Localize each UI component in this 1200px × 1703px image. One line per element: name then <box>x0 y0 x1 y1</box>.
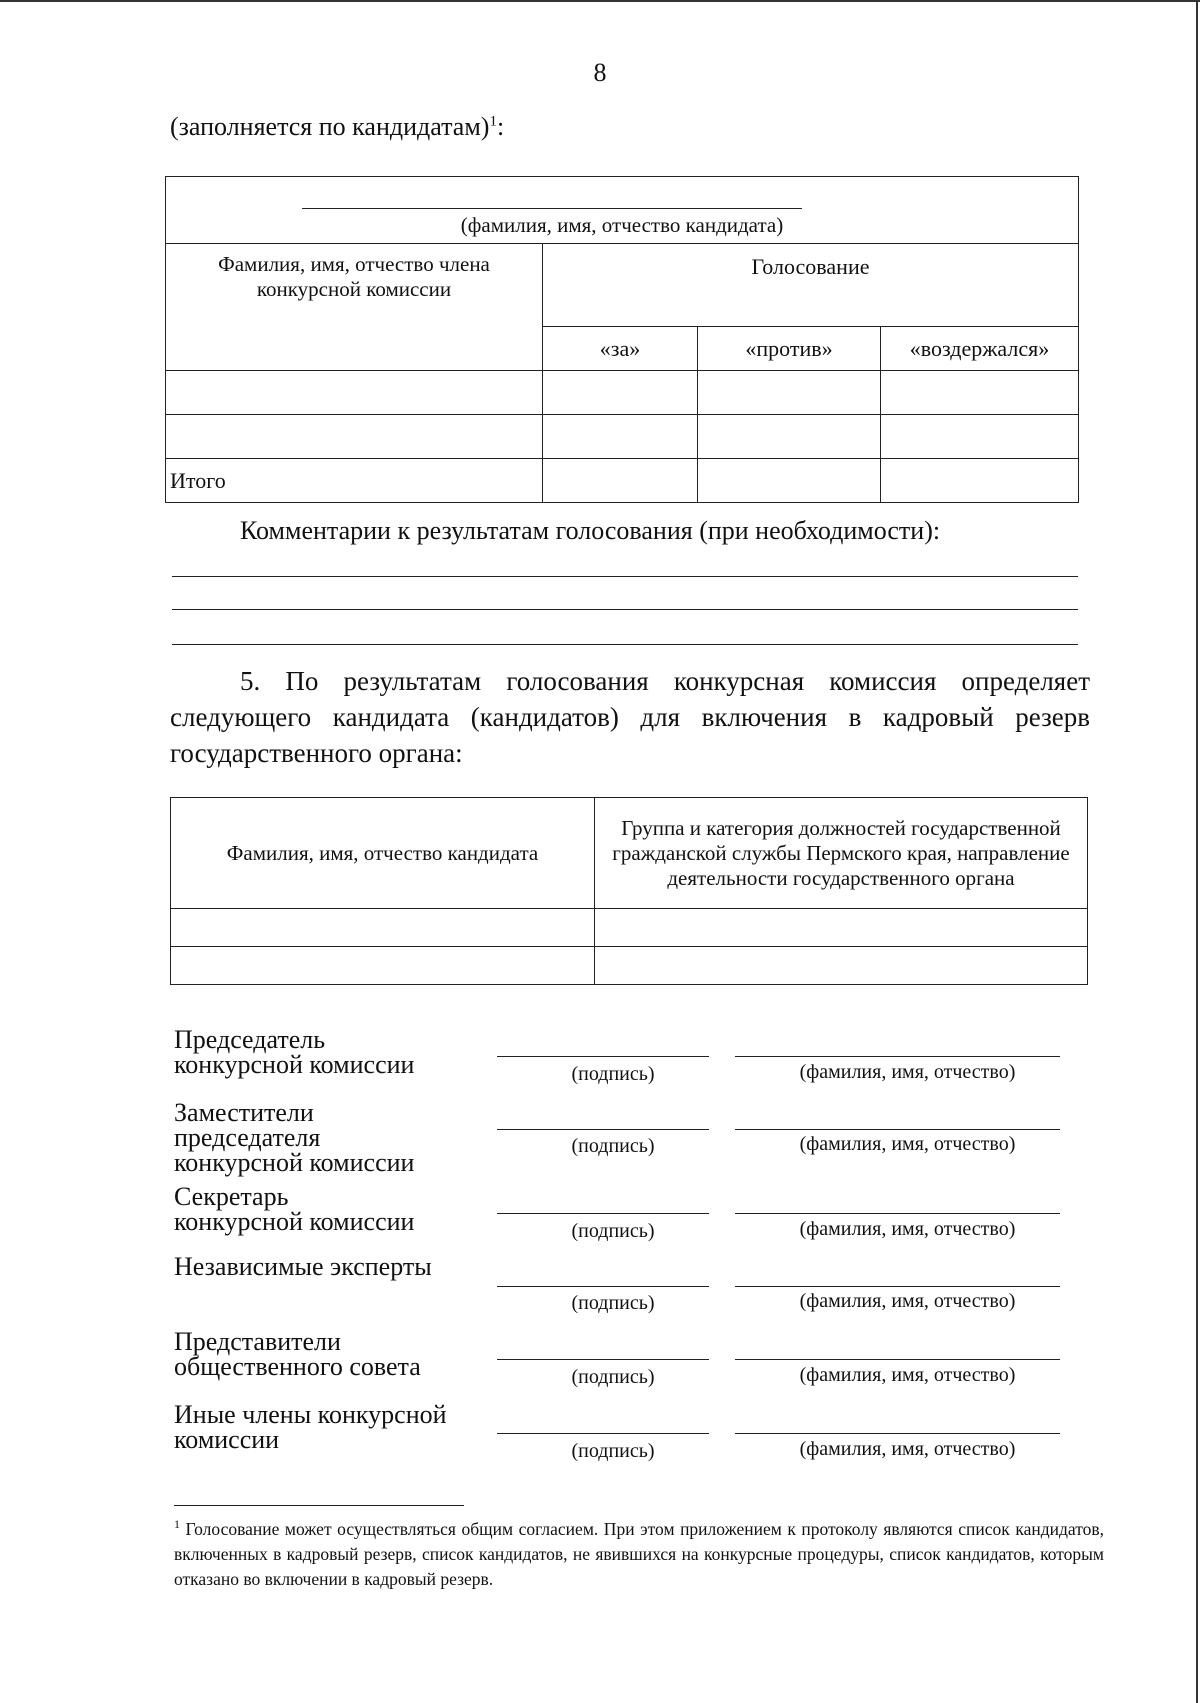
position-group-cell[interactable] <box>595 947 1088 985</box>
option-against-header: «против» <box>698 327 881 371</box>
signature-role-secretary: Секретарь конкурсной комиссии <box>174 1182 415 1236</box>
candidate-name-cell[interactable] <box>171 909 595 947</box>
candidate-name-line <box>302 208 802 209</box>
comment-line[interactable] <box>172 644 1078 645</box>
member-name-header: Фамилия, имя, отчество члена конкурсной комиссии <box>166 244 543 371</box>
section-5-number: 5. <box>240 666 261 696</box>
intro-label: (заполняется по кандидатам) <box>170 112 490 141</box>
candidate-name-cell[interactable] <box>171 947 595 985</box>
comments-label: Комментарии к результатам голосования (при необходимости): <box>240 516 941 545</box>
intro-text <box>170 112 504 142</box>
signature-line[interactable] <box>497 1286 709 1287</box>
name-line[interactable] <box>735 1056 1060 1057</box>
total-row <box>166 459 1079 503</box>
signature-role-chairman: Председатель конкурсной комиссии <box>174 1025 415 1079</box>
signature-caption: (подпись) <box>571 1063 655 1085</box>
member-name-cell[interactable] <box>166 415 543 459</box>
candidate-name-cell[interactable] <box>166 177 1079 244</box>
vote-for-cell[interactable] <box>543 415 698 459</box>
signature-role-deputies: Заместители председателя конкурсной комиссии <box>174 1098 415 1177</box>
voting-table <box>165 176 1079 503</box>
name-caption: (фамилия, имя, отчество) <box>799 1218 1016 1240</box>
voting-header: Голосование <box>543 244 1079 327</box>
signature-caption: (подпись) <box>571 1135 655 1157</box>
name-line[interactable] <box>735 1129 1060 1130</box>
candidate-name-caption: (фамилия, имя, отчество кандидата) <box>460 213 784 237</box>
option-abstain-header: «воздержался» <box>881 327 1079 371</box>
signature-line[interactable] <box>497 1359 709 1360</box>
signature-caption: (подпись) <box>571 1440 655 1462</box>
table-row <box>166 415 1079 459</box>
vote-against-cell[interactable] <box>698 415 881 459</box>
table-row <box>166 371 1079 415</box>
total-for-cell[interactable] <box>543 459 698 503</box>
vote-abstain-cell[interactable] <box>881 415 1079 459</box>
intro-colon: : <box>496 112 505 141</box>
total-label: Итого <box>166 459 543 503</box>
signature-line[interactable] <box>497 1433 709 1434</box>
name-line[interactable] <box>735 1213 1060 1214</box>
comment-line[interactable] <box>172 576 1078 577</box>
signature-line[interactable] <box>497 1129 709 1130</box>
table-row <box>171 947 1088 985</box>
section-5-text: По результатам голосования конкурсная комиссия определяет следующего кандидата (кандидатов) для включения в кадровый резерв государственного органа: <box>170 666 1090 768</box>
comment-line[interactable] <box>172 609 1078 610</box>
page-number: 8 <box>593 58 607 87</box>
position-group-header: Группа и категория должностей государственной гражданской службы Пермского края, направление деятельности государственного органа <box>595 798 1088 909</box>
scan-edge-right <box>1196 0 1198 1703</box>
signature-line[interactable] <box>497 1056 709 1057</box>
name-line[interactable] <box>735 1359 1060 1360</box>
footnote-mark: 1 <box>174 1517 180 1532</box>
name-caption: (фамилия, имя, отчество) <box>799 1438 1016 1460</box>
table-row <box>171 909 1088 947</box>
footnote-divider <box>174 1505 464 1506</box>
name-caption: (фамилия, имя, отчество) <box>799 1290 1016 1312</box>
name-line[interactable] <box>735 1433 1060 1434</box>
total-abstain-cell[interactable] <box>881 459 1079 503</box>
signature-role-experts: Независимые эксперты <box>174 1252 432 1281</box>
section-5-paragraph <box>170 663 1090 771</box>
name-line[interactable] <box>735 1286 1060 1287</box>
name-caption: (фамилия, имя, отчество) <box>799 1364 1016 1386</box>
signature-caption: (подпись) <box>571 1366 655 1388</box>
total-against-cell[interactable] <box>698 459 881 503</box>
footnote <box>174 1517 1104 1592</box>
vote-against-cell[interactable] <box>698 371 881 415</box>
option-for-header: «за» <box>543 327 698 371</box>
footnote-ref: 1 <box>489 113 497 130</box>
signature-caption: (подпись) <box>571 1220 655 1242</box>
scan-edge-top <box>0 0 1200 2</box>
name-caption: (фамилия, имя, отчество) <box>799 1061 1016 1083</box>
candidate-name-header: Фамилия, имя, отчество кандидата <box>171 798 595 909</box>
signature-role-other-members: Иные члены конкурсной комиссии <box>174 1400 447 1454</box>
name-caption: (фамилия, имя, отчество) <box>799 1133 1016 1155</box>
signature-line[interactable] <box>497 1213 709 1214</box>
signature-caption: (подпись) <box>571 1292 655 1314</box>
footnote-text: Голосование может осуществляться общим согласием. При этом приложением к протоколу являются список кандидатов, включенных в кадровый резерв, список кандидатов, не явившихся на конкурсные процедуры, список кандидатов, которым отказано во включении в кадровый резерв. <box>174 1519 1104 1589</box>
vote-abstain-cell[interactable] <box>881 371 1079 415</box>
vote-for-cell[interactable] <box>543 371 698 415</box>
signature-role-public-council: Представители общественного совета <box>174 1327 421 1381</box>
member-name-cell[interactable] <box>166 371 543 415</box>
reserve-table <box>170 797 1088 985</box>
position-group-cell[interactable] <box>595 909 1088 947</box>
